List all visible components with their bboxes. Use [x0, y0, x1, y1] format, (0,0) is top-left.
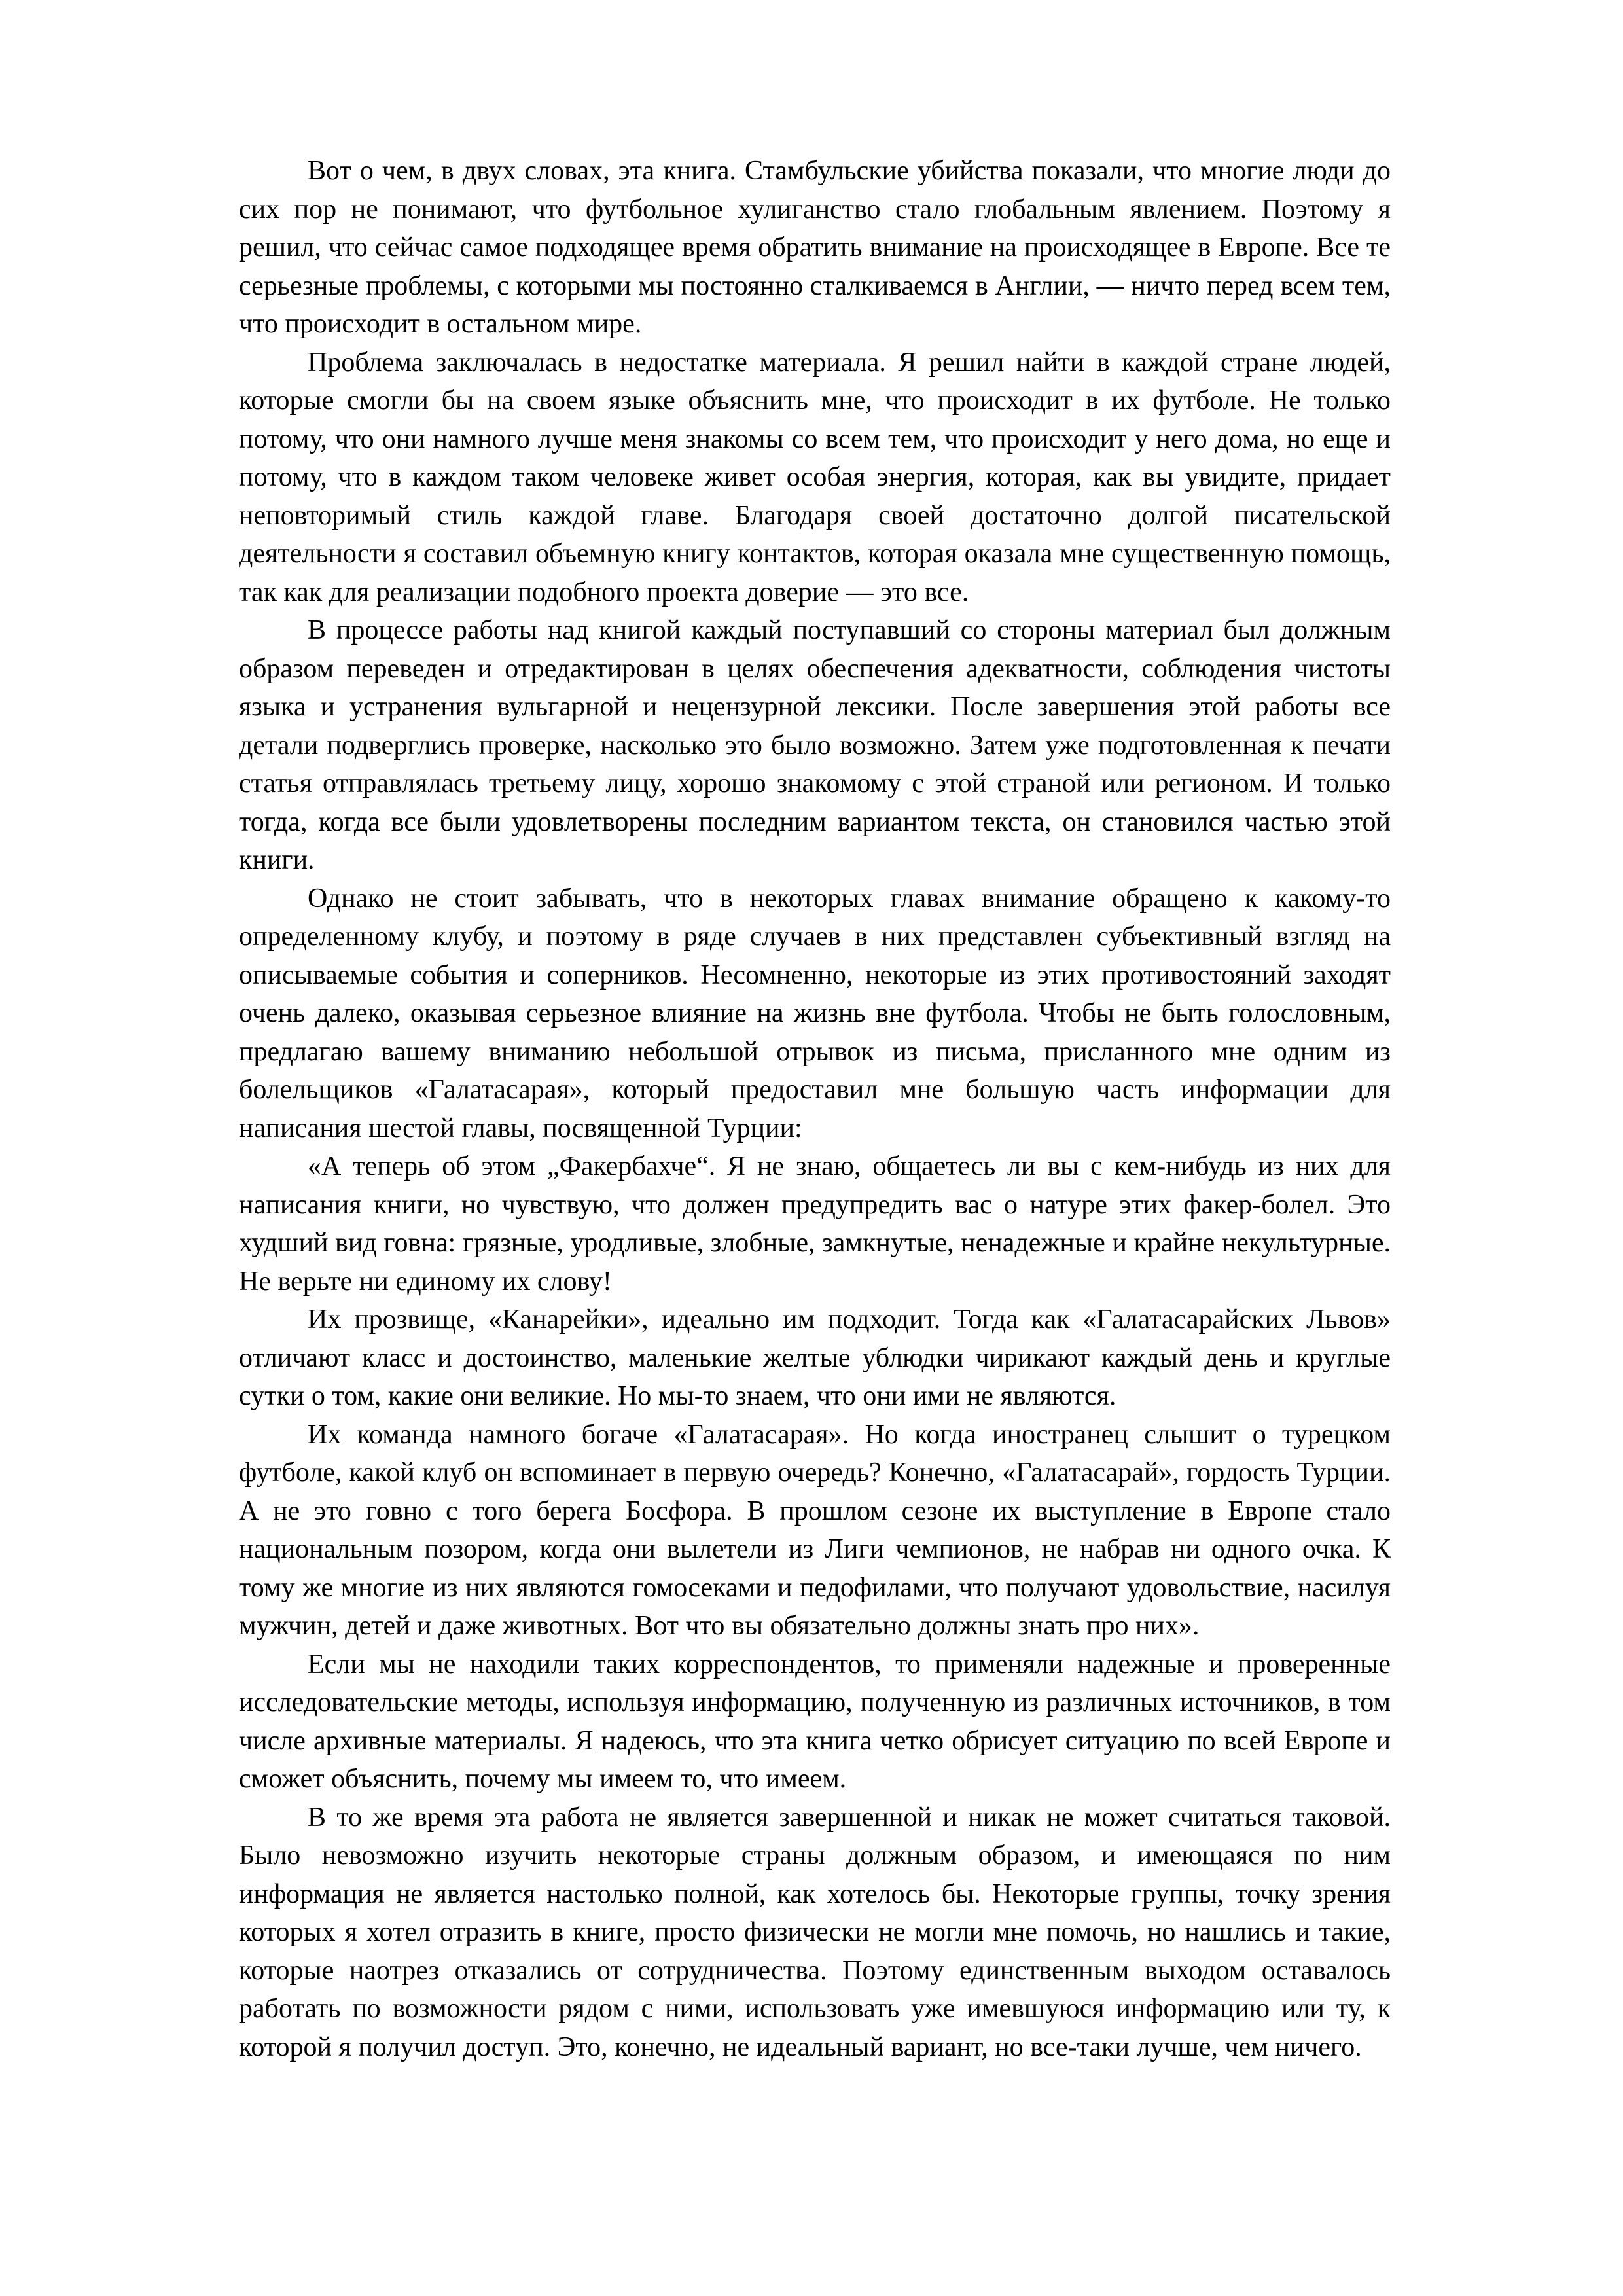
quote-paragraph: «А теперь об этом „Факербахче“. Я не знаю, общаетесь ли вы с кем-нибудь из них для написания книги, но чувствую, что должен предупредить вас о натуре этих факер-болел. Это худший вид говна: грязные, уродливые, злобные, замкнутые, ненадежные и крайне некультурные. Не верьте ни единому их слову! — [239, 1151, 1391, 1297]
quote-paragraph: Их прозвище, «Канарейки», идеально им подходит. Тогда как «Галатасарайских Львов» отличают класс и достоинство, маленькие желтые ублюдки чирикают каждый день и круглые сутки о том, какие они великие. Но мы-то знаем, что они ими не являются. — [239, 1304, 1391, 1411]
paragraph: Проблема заключалась в недостатке материала. Я решил найти в каждой стране людей, которые смогли бы на своем языке объяснить мне, что происходит в их футболе. Не только потому, что они намного лучше меня знакомы со всем тем, что происходит у него дома, но еще и потому, что в каждом таком человеке живет особая энергия, которая, как вы увидите, придает неповторимый стиль каждой главе. Благодаря своей достаточно долгой писательской деятельности я составил объемную книгу контактов, которая оказала мне существенную помощь, так как для реализации подобного проекта доверие — это все. — [239, 347, 1391, 607]
paragraph: Однако не стоит забывать, что в некоторых главах внимание обращено к какому-то определенному клубу, и поэтому в ряде случаев в них представлен субъективный взгляд на описываемые события и соперников. Несомненно, некоторые из этих противостояний заходят очень далеко, оказывая серьезное влияние на жизнь вне футбола. Чтобы не быть голословным, предлагаю вашему вниманию небольшой отрывок из письма, присланного мне одним из болельщиков «Галатасарая», который предоставил мне большую часть информации для написания шестой главы, посвященной Турции: — [239, 883, 1391, 1143]
quote-paragraph: Их команда намного богаче «Галатасарая». Но когда иностранец слышит о турецком футболе, какой клуб он вспоминает в первую очередь? Конечно, «Галатасарай», гордость Турции. А не это говно с того берега Босфора. В прошлом сезоне их выступление в Европе стало национальным позором, когда они вылетели из Лиги чемпионов, не набрав ни одного очка. К тому же многие из них являются гомосеками и педофилами, что получают удовольствие, насилуя мужчин, детей и даже животных. Вот что вы обязательно должны знать про них». — [239, 1419, 1391, 1641]
paragraph: В то же время эта работа не является завершенной и никак не может считаться таковой. Было невозможно изучить некоторые страны должным образом, и имеющаяся по ним информация не является настолько полной, как хотелось бы. Некоторые группы, точку зрения которых я хотел отразить в книге, просто физически не могли мне помочь, но нашлись и такие, которые наотрез отказались от сотрудничества. Поэтому единственным выходом оставалось работать по возможности рядом с ними, использовать уже имевшуюся информацию или ту, к которой я получил доступ. Это, конечно, не идеальный вариант, но все-таки лучше, чем ничего. — [239, 1802, 1391, 2062]
paragraph: В процессе работы над книгой каждый поступавший со стороны материал был должным образом переведен и отредактирован в целях обеспечения адекватности, соблюдения чистоты языка и устранения вульгарной и нецензурной лексики. После завершения этой работы все детали подверглись проверке, насколько это было возможно. Затем уже подготовленная к печати статья отправлялась третьему лицу, хорошо знакомому с этой страной или регионом. И только тогда, когда все были удовлетворены последним вариантом текста, он становился частью этой книги. — [239, 615, 1391, 875]
paragraph: Вот о чем, в двух словах, эта книга. Стамбульские убийства показали, что многие люди до сих пор не понимают, что футбольное хулиганство стало глобальным явлением. Поэтому я решил, что сейчас самое подходящее время обратить внимание на происходящее в Европе. Все те серьезные проблемы, с которыми мы постоянно сталкиваемся в Англии, — ничто перед всем тем, что происходит в остальном мире. — [239, 156, 1391, 339]
paragraph: Если мы не находили таких корреспондентов, то применяли надежные и проверенные исследовательские методы, используя информацию, полученную из различных источников, в том числе архивные материалы. Я надеюсь, что эта книга четко обрисует ситуацию по всей Европе и сможет объяснить, почему мы имеем то, что имеем. — [239, 1649, 1391, 1794]
body-text — [239, 152, 1391, 2066]
